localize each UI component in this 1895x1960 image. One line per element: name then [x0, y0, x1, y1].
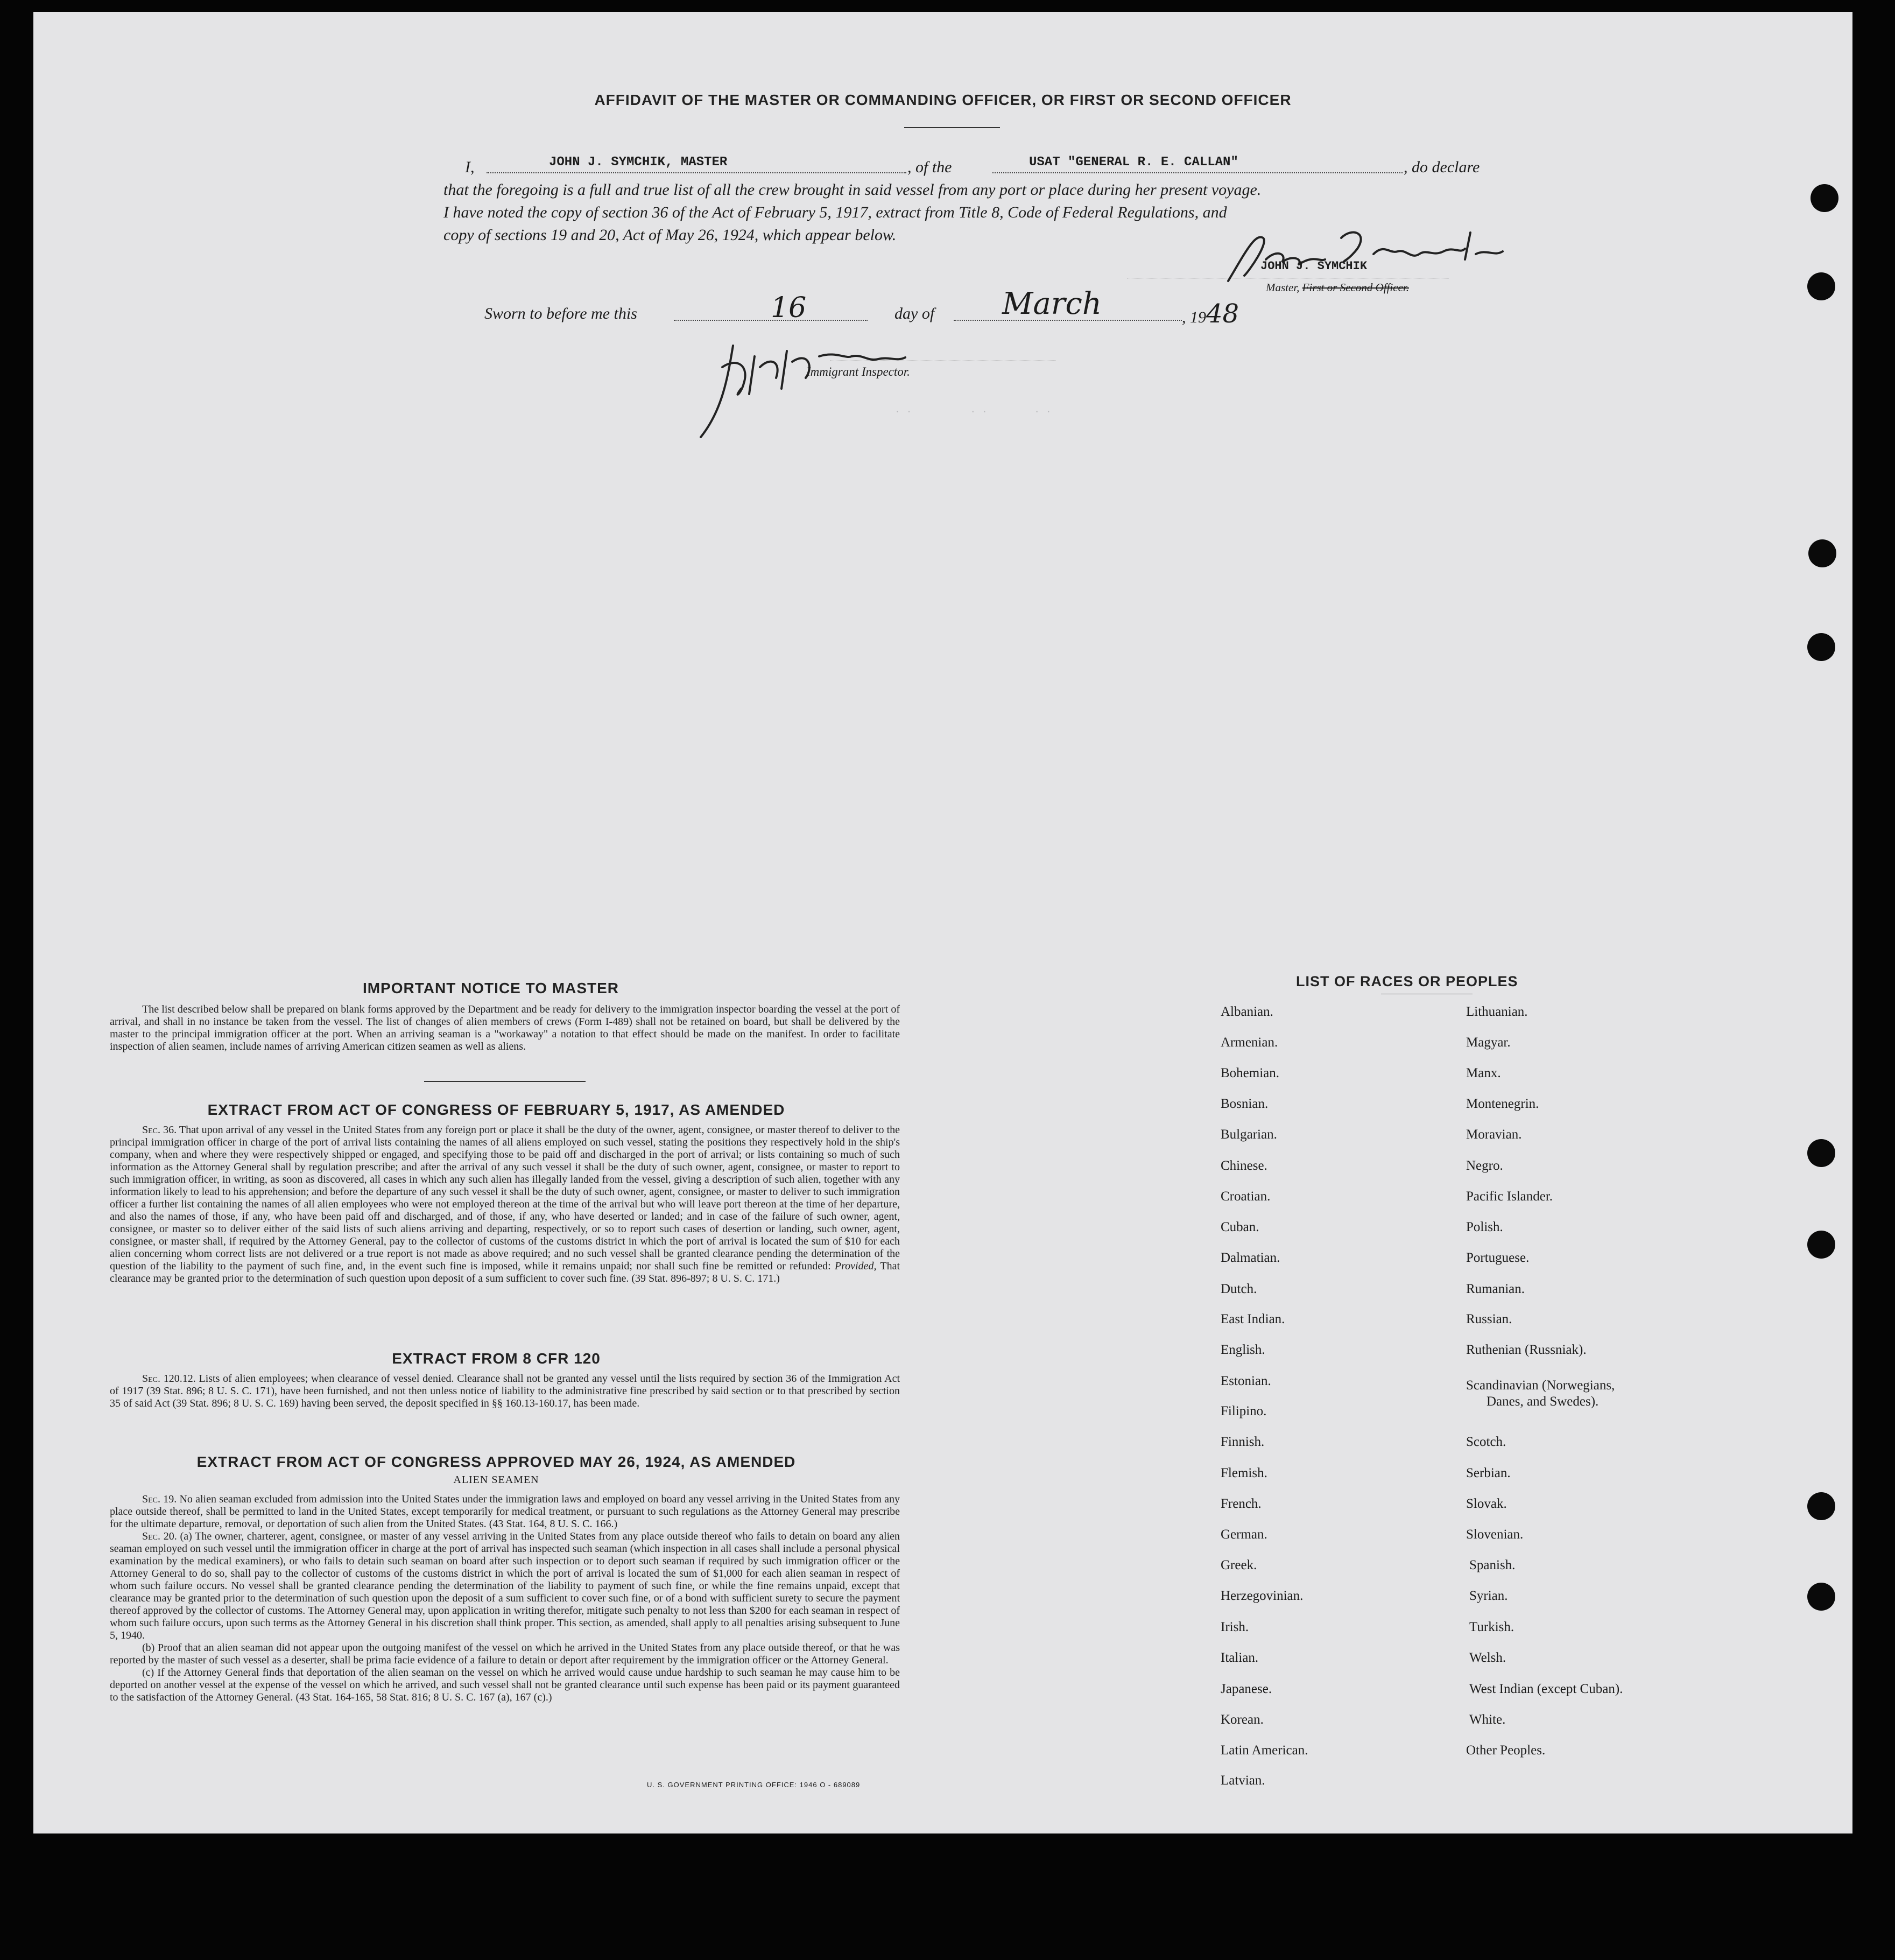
races-title: LIST OF RACES OR PEOPLES	[1296, 973, 1518, 989]
vessel-name-typed: USAT "GENERAL R. E. CALLAN"	[1029, 155, 1238, 170]
extract-1924-title: EXTRACT FROM ACT OF CONGRESS APPROVED MAY 26, 1924, AS AMENDED	[196, 1453, 796, 1470]
race-item: West Indian (except Cuban).	[1469, 1682, 1623, 1696]
binder-hole	[1808, 539, 1836, 567]
binder-hole	[1807, 633, 1835, 661]
race-item: White.	[1469, 1712, 1506, 1727]
inspector-signature	[690, 335, 927, 442]
race-item: Syrian.	[1469, 1589, 1508, 1603]
sec120-paragraph	[110, 1373, 900, 1410]
of-the-text: , of the	[907, 158, 952, 176]
extract-1924-section	[110, 1493, 900, 1704]
sec36-text: That upon arrival of any vessel in the United States from any foreign port or place it shall be the duty of the owner, agent, consignee, or master thereof to deliver to the principal immigration officer in charge of the port of arrival lists containing the names of all aliens employed on such vessel, stating the positions they respectively hold in the ship's company, when and where they were respectively shipped or engaged, and specifying those to be paid off and discharged in the port of arrival; or lists containing so much of such information as the Attorney General shall by regulation prescribe; and after the arrival of any such vessel it shall be the duty of such owner, agent, consignee, or master to report to such immigration officer, in writing, as soon as discovered, all cases in which any such alien has illegally landed from the vessel, giving a description of such alien, together with any information likely to lead to his apprehension; and before the departure of any such vessel it shall be the duty of such owner, agent, consignee, or master to deliver to such immigration officer a further list containing the names of all alien employees who were not employed thereon at the time of the arrival but who will leave port thereon at the time of her departure, and also the names of those, if any, who have been paid off and discharged, and of those, if any, who have deserted or landed; and in case of the failure of such owner, agent, consignee, or master so to deliver either of the said lists of such aliens arriving and departing, respectively, or so to report such cases of desertion or landing, such owner, agent, consignee, or master shall, if required by the Attorney General, pay to the collector of customs of the customs district in which the port of arrival is located the sum of $10 for each alien concerning whom correct lists are not delivered or a true report is not made as above required; and no such vessel shall be granted clearance pending the determination of the question of the liability to the payment of such fine, and, in the event such fine is imposed, while it remains unpaid; nor shall such fine be remitted or refunded:	[110, 1124, 900, 1272]
race-item: Magyar.	[1466, 1035, 1511, 1050]
master-name-typed: JOHN J. SYMCHIK, MASTER	[549, 155, 728, 170]
race-item: Chinese.	[1221, 1158, 1267, 1173]
race-item: Scotch.	[1466, 1435, 1506, 1449]
race-item: Russian.	[1466, 1312, 1512, 1326]
do-declare-text: , do declare	[1404, 158, 1480, 176]
affidavit-line-4: copy of sections 19 and 20, Act of May 26, 1924, which appear below.	[443, 226, 897, 244]
race-item: German.	[1221, 1527, 1267, 1542]
race-item: Welsh.	[1469, 1650, 1506, 1665]
race-item: Latvian.	[1221, 1773, 1265, 1788]
signer-title	[1266, 281, 1409, 294]
sec19-paragraph	[110, 1493, 900, 1530]
sec20b-text: (b) Proof that an alien seaman did not appear upon the outgoing manifest of the vessel on which he arrived in the United States from any place outside thereof, or that he was reported by the master of such vessel as a deserter, shall be prima facie evidence of a failure to detain or deport after requirement by the immigration officer or the Attorney General.	[110, 1642, 900, 1666]
extract-1917-title: EXTRACT FROM ACT OF CONGRESS OF FEBRUARY 5, 1917, AS AMENDED	[207, 1101, 785, 1118]
race-item: Japanese.	[1221, 1682, 1272, 1696]
sec20a-text: (a) The owner, charterer, agent, consignee, or master of any vessel arriving in the United States from any place outside thereof who fails to detain on board any alien seaman employed on such vessel until the immigration officer in charge at the port of arrival has inspected such seaman (which inspection in all cases shall include a personal physical examination by the medical examiners), or who fails to detain such seaman on board after such inspection or to deport such seaman if required by such immigration officer or the Attorney General to do so, shall pay to the collector of customs of the customs district in which the port of arrival is located the sum of $1,000 for each alien seaman in respect of whom such failure occurs. No vessel shall be granted clearance pending the determination of the liability to payment of such fine, or while the fine remains unpaid, except that clearance may be granted prior to the determination of such question upon the deposit of a sum sufficient to cover such fine, or of a bond with sufficient surety to secure the payment thereof approved by the collector of customs. The Attorney General may, upon application in writing therefor, mitigate such penalty to not less than $200 for each seaman in respect of whom such failure occurs, upon such terms as the Attorney General in his discretion shall think proper. This section, as amended, shall apply to all penalties arising subsequent to June 5, 1940.	[110, 1530, 900, 1641]
race-item: Danes, and Swedes).	[1487, 1394, 1599, 1409]
race-item: Dutch.	[1221, 1282, 1257, 1296]
sworn-day-handwritten: 16	[771, 292, 807, 324]
title-divider	[904, 127, 1000, 128]
race-item: English.	[1221, 1343, 1265, 1357]
year-prefix: , 19	[1182, 308, 1206, 326]
document-page	[33, 12, 1852, 1833]
race-item: Armenian.	[1221, 1035, 1278, 1050]
race-item: Bulgarian.	[1221, 1127, 1277, 1142]
sec20-label: Sec. 20.	[142, 1530, 177, 1542]
binder-hole	[1807, 1492, 1835, 1520]
race-item: Herzegovinian.	[1221, 1589, 1304, 1603]
race-item: Cuban.	[1221, 1220, 1259, 1234]
inspector-label: Immigrant Inspector.	[806, 365, 910, 378]
signer-title-master: Master,	[1266, 281, 1302, 294]
extract-1917-section	[110, 1124, 900, 1285]
sec20c-text: (c) If the Attorney General finds that deportation of the alien seaman on the vessel on which he arrived would cause undue hardship to such seaman he may cause him to be deported on another vessel at the expense of the vessel on which he arrived, and such vessel shall not be granted clearance until such expense has been paid or its payment guaranteed to the satisfaction of the Attorney General. (43 Stat. 164-165, 58 Stat. 816; 8 U. S. C. 167 (a), 167 (c).)	[110, 1667, 900, 1703]
sworn-text: Sworn to before me this	[484, 305, 637, 322]
sec120-label: Sec. 120.12.	[142, 1373, 196, 1385]
extract-cfr-title: EXTRACT FROM 8 CFR 120	[392, 1350, 601, 1367]
notice-text: The list described below shall be prepared on blank forms approved by the Department and be ready for delivery to the immigration inspector boarding the vessel at the port of arrival, and shall in no instance be taken from the vessel. The list of changes of alien members of crews (Form I-489) shall not be retained on board, but shall be delivered by the master to the principal immigration officer at the port. When an arriving seaman is a "workaway" a notation to that effect should be made on the manifest. In order to facilitate inspection of alien seamen, include names of arriving American citizen seamen as well as aliens.	[110, 1003, 900, 1052]
race-item: Moravian.	[1466, 1127, 1522, 1142]
race-item: Latin American.	[1221, 1743, 1308, 1758]
race-item: Negro.	[1466, 1158, 1503, 1173]
race-item: Flemish.	[1221, 1466, 1267, 1480]
race-item: Scandinavian (Norwegians,	[1466, 1378, 1615, 1393]
sec36-paragraph	[110, 1124, 900, 1285]
race-item: Irish.	[1221, 1620, 1249, 1634]
race-item: Rumanian.	[1466, 1282, 1525, 1296]
race-item: Other Peoples.	[1466, 1743, 1546, 1758]
binder-hole	[1807, 1139, 1835, 1167]
race-item: French.	[1221, 1497, 1262, 1511]
race-item: Turkish.	[1469, 1620, 1514, 1634]
race-item: Serbian.	[1466, 1466, 1511, 1480]
printing-office-footer: U. S. GOVERNMENT PRINTING OFFICE: 1946 O - 689089	[647, 1781, 861, 1789]
race-item: Greek.	[1221, 1558, 1257, 1572]
race-item: Bosnian.	[1221, 1097, 1269, 1111]
year-handwritten: 48	[1206, 299, 1239, 329]
extract-cfr-section	[110, 1373, 900, 1410]
sworn-year	[1182, 299, 1239, 329]
race-item: Estonian.	[1221, 1374, 1271, 1388]
race-item: Manx.	[1466, 1066, 1501, 1080]
sec19-text: No alien seaman excluded from admission into the United States under the immigration laws and employed on board any vessel arriving in the United States from any place outside thereof, shall be permitted to land in the United States, except temporarily for medical treatment, or pursuant to such regulations as the Attorney General may prescribe for the ultimate departure, removal, or deportation of such alien from the United States. (43 Stat. 164, 8 U. S. C. 166.)	[110, 1493, 900, 1530]
race-item: Montenegrin.	[1466, 1097, 1539, 1111]
binder-hole	[1807, 272, 1835, 300]
binder-hole	[1811, 184, 1838, 212]
race-item: Albanian.	[1221, 1004, 1273, 1019]
bleed-through-marks: . . . . . .	[894, 405, 1052, 416]
race-item: Slovenian.	[1466, 1527, 1524, 1542]
name-field-line	[487, 172, 906, 173]
race-item: Bohemian.	[1221, 1066, 1280, 1080]
race-item: East Indian.	[1221, 1312, 1285, 1326]
sworn-month-handwritten: March	[1002, 286, 1102, 321]
alien-seamen-subtitle: ALIEN SEAMEN	[453, 1474, 539, 1486]
vessel-field-line	[992, 172, 1403, 173]
race-item: Croatian.	[1221, 1189, 1271, 1204]
race-item: Ruthenian (Russniak).	[1466, 1343, 1587, 1357]
proviso-word: Provided,	[834, 1260, 877, 1272]
day-of-text: day of	[894, 305, 935, 322]
affidavit-line-2: that the foregoing is a full and true list of all the crew brought in said vessel from any port or place during her present voyage.	[443, 181, 1262, 199]
proviso-text: That clearance may be granted prior to the determination of such question upon deposit of a sum sufficient to cover such fine. (39 Stat. 896-897; 8 U. S. C. 171.)	[110, 1260, 900, 1284]
divider-1	[424, 1081, 586, 1082]
binder-hole	[1807, 1583, 1835, 1611]
race-item: Polish.	[1466, 1220, 1503, 1234]
affidavit-title: AFFIDAVIT OF THE MASTER OR COMMANDING OFFICER, OR FIRST OR SECOND OFFICER	[594, 92, 1292, 108]
sec36-label: Sec. 36.	[142, 1124, 177, 1136]
race-item: Dalmatian.	[1221, 1251, 1280, 1265]
signer-name-typed: JOHN J. SYMCHIK	[1260, 259, 1368, 273]
race-item: Pacific Islander.	[1466, 1189, 1553, 1204]
notice-title: IMPORTANT NOTICE TO MASTER	[362, 980, 619, 996]
race-item: Filipino.	[1221, 1404, 1267, 1418]
race-item: Lithuanian.	[1466, 1004, 1528, 1019]
sec19-label: Sec. 19.	[142, 1493, 177, 1505]
signer-title-struck: First or Second Officer.	[1302, 281, 1409, 294]
race-item: Finnish.	[1221, 1435, 1265, 1449]
affidavit-line-3: I have noted the copy of section 36 of the Act of February 5, 1917, extract from Title 8, Code of Federal Regulations, and	[443, 203, 1227, 221]
race-item: Slovak.	[1466, 1497, 1507, 1511]
race-item: Portuguese.	[1466, 1251, 1530, 1265]
race-item: Korean.	[1221, 1712, 1264, 1727]
race-item: Italian.	[1221, 1650, 1259, 1665]
sec20a-paragraph	[110, 1530, 900, 1642]
sec120-text: Lists of alien employees; when clearance of vessel denied. Clearance shall not be granted any vessel until the lists required by section 36 of the Immigration Act of 1917 (39 Stat. 896; 8 U. S. C. 171), have been furnished, and not then unless notice of liability to the administrative fine prescribed by said section or to that prescribed by section 35 of said Act (39 Stat. 896; 8 U. S. C. 169) having been served, the deposit specified in §§ 160.13-160.17, has been made.	[110, 1373, 900, 1409]
race-item: Spanish.	[1469, 1558, 1516, 1572]
affidavit-i: I,	[465, 158, 475, 176]
notice-section	[110, 1003, 900, 1053]
binder-hole	[1807, 1231, 1835, 1259]
